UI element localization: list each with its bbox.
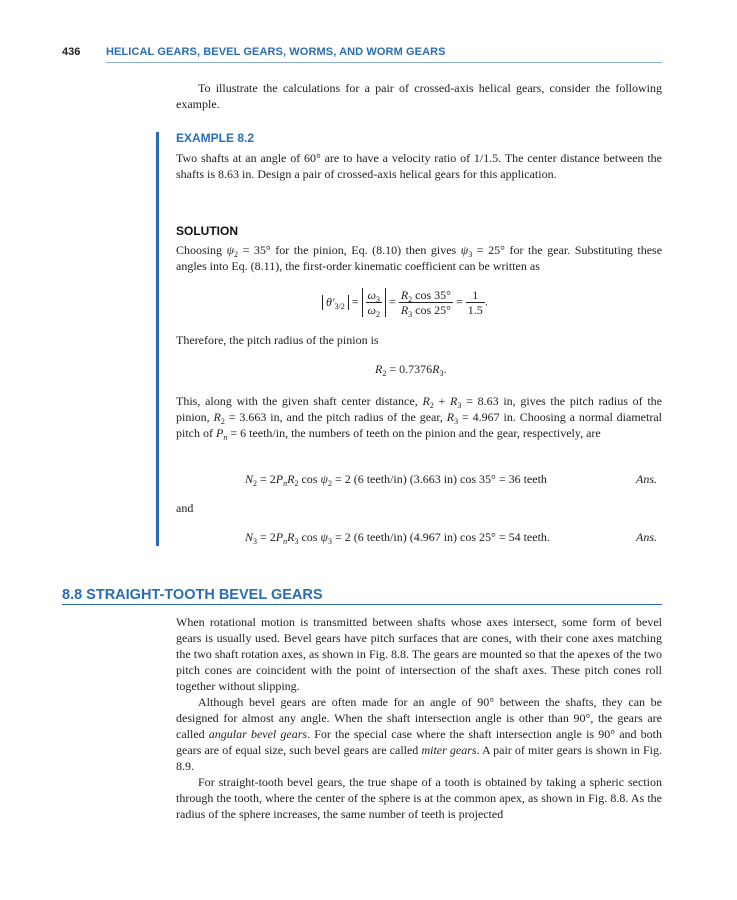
solution-paragraph-1: Choosing $\psi_2 = 35^\circ$ for the pinion, Eq. (8.10) then gives $\psi_3 = 25^\circ$ for the gear. Substituting these angles into Eq. (8.11), the first-order kinematic coefficient can be written as: [176, 243, 663, 273]
solution-paragraph-3: This, along with the given shaft center distance, $R_2 + R_3 = 8.63$ in, gives the pitch radius of the pinion, $R_2 = 3.663$ in, and the pitch radius of the gear, $R_3 = 4.967$ in. Choosing a normal diametral pitch of $P_n = 6$ teeth/in, the numbers of teeth on the pinion and the gear, respectively, are: [176, 394, 662, 442]
gear-teeth-equation: $N_3 = 2P_nR_3$ $\cos \psi_3 = 2$ (6 teeth/in) (4.967 in) cos 25° = 54 teeth.: [245, 530, 550, 546]
section-heading: 8.8 STRAIGHT-TOOTH BEVEL GEARS: [62, 587, 323, 603]
solution-paragraph-2: Therefore, the pitch radius of the pinion is: [176, 333, 379, 347]
and-connector: and: [176, 501, 194, 515]
pitch-radius-equation: $R_2 = 0.7376R_3$.: [375, 362, 447, 378]
solution-label: SOLUTION: [176, 224, 238, 238]
pinion-answer-marker: Ans.: [636, 472, 657, 486]
example-side-bar: [156, 132, 159, 546]
section-paragraph-3: For straight-tooth bevel gears, the true shape of a tooth is obtained by taking a spheric section through the tooth, where the center of the sphere is at the common apex, as shown in Fig. 8.8. As the radius of the sphere increases, the same number of teeth is projected: [176, 775, 662, 821]
page-number: 436: [62, 46, 81, 58]
section-rule: [62, 604, 662, 605]
running-title: HELICAL GEARS, BEVEL GEARS, WORMS, AND WORM GEARS: [106, 46, 446, 58]
example-label: EXAMPLE 8.2: [176, 131, 255, 145]
gear-answer-marker: Ans.: [636, 530, 657, 544]
header-rule: [106, 62, 662, 63]
section-paragraph-1: When rotational motion is transmitted between shafts whose axes intersect, some form of bevel gears is usually used. Bevel gears have pitch surfaces that are cones, with their cone axes matching the two shaft rotation axes, as shown in Fig. 8.8. The gears are mounted so that the apexes of the two pitch cones are coincident with the point of intersection of the shaft axes. These pitch cones roll together without slipping.: [176, 615, 662, 693]
section-paragraph-2: Although bevel gears are often made for an angle of 90° between the shafts, they can be designed for almost any angle. When the shaft intersection angle is other than 90°, the gears are called angular bevel gears. For the special case where the shaft intersection angle is 90° and both gears are of equal size, such bevel gears are called miter gears. A pair of miter gears is shown in Fig. 8.9.: [176, 695, 662, 773]
intro-paragraph: To illustrate the calculations for a pair of crossed-axis helical gears, consider the following example.: [176, 81, 662, 111]
example-statement: Two shafts at an angle of 60° are to have a velocity ratio of 1/1.5. The center distance between the shafts is 8.63 in. Design a pair of crossed-axis helical gears for this application.: [176, 151, 662, 181]
pinion-teeth-equation: $N_2 = 2P_nR_2$ $\cos \psi_2 = 2$ (6 teeth/in) (3.663 in) cos 35° = 36 teeth: [245, 472, 547, 488]
kinematic-coefficient-equation: $\theta'_{3/2}$ = $\frac{\omega_3}{\omega_2}$ = $\frac{R_2 \cos 35^\circ}{R_3 \cos 25^\circ}$ = $\frac{1}{1.5}$ .: [322, 288, 488, 317]
